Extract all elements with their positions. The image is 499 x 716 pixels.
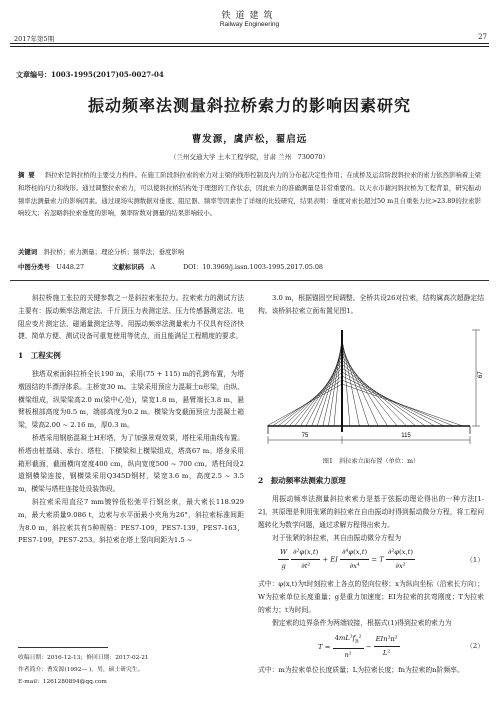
right-column bbox=[258, 292, 484, 676]
left-column bbox=[18, 292, 244, 547]
abstract-label: 摘要 bbox=[18, 171, 39, 179]
issue-label: 2017年第5期 bbox=[14, 35, 55, 43]
author-list: 曹发源，虞庐松，翟启远 bbox=[191, 134, 308, 145]
affiliation: （兰州交通大学 土木工程学院，甘肃 兰州 730070） bbox=[170, 153, 329, 161]
stay-cable bbox=[317, 348, 342, 426]
body-paragraph: 3.0 m，根据锚固空间调整。全桥共设26对拉索，结构属高次超静定结构。该桥斜拉索立面布置见图1。 bbox=[258, 294, 484, 315]
classification-row bbox=[18, 262, 323, 271]
section-heading-2: 2 振动频率法测索力原理 bbox=[258, 476, 346, 486]
footnote bbox=[18, 652, 149, 688]
equation-number: （1） bbox=[466, 556, 484, 565]
height-label: 67 bbox=[478, 370, 484, 378]
stay-cable bbox=[300, 360, 342, 426]
running-header bbox=[0, 0, 499, 46]
stay-cable bbox=[342, 336, 350, 426]
footnote-received: 收稿日期：2016-12-13；修回日期：2017-02-21 bbox=[18, 655, 149, 661]
stay-cable bbox=[342, 356, 397, 426]
footnote-author: 作者简介：曹发源(1992— )，男，硕士研究生。 bbox=[18, 667, 144, 673]
figure-cable-layout bbox=[258, 322, 484, 454]
stay-cable bbox=[342, 380, 453, 426]
page-number: 27 bbox=[478, 33, 487, 41]
keywords-text: 斜拉桥；索力测量；理论分析；频率法；垂度影响 bbox=[43, 248, 185, 256]
equation-1: $\frac{W}{g}$ $\frac{\text{∂²φ(x,t)}}{\text{∂t²}}$ + EI $\frac{\text{∂⁴φ(x,t)}}{\text{∂x⁴}}$ = T $\frac{\text{∂²φ(x,t)}}{\text{∂x²}}$ （1） bbox=[280, 548, 484, 571]
abstract-separator bbox=[10, 280, 489, 281]
section-heading-1: 1 工程实例 bbox=[18, 351, 61, 361]
body-paragraph: 对于张紧的斜拉索，其自由振动微分方程为 bbox=[272, 533, 402, 542]
stay-cable bbox=[342, 348, 378, 426]
body-paragraph: 独塔双索面斜拉桥全长190 m，采用(75 + 115) m的孔跨布置，为塔墩固结的半漂浮体系。主桥宽30 m。主梁采用预应力混凝土π形梁，由纵、横梁组成，纵梁梁高2.0 m(梁中心处)，梁宽1.8 m，悬臂端长3.8 m，悬臂板根部高度为0.5 m，端部高度为0.2 m。横梁为变截面预应力混凝土箱梁，梁高2.00 ~ 2.16 m，厚0.3 m。 bbox=[18, 369, 244, 430]
doc-code-value: A bbox=[150, 263, 156, 271]
article-id: 文章编号：1003-1995(2017)05-0027-04 bbox=[16, 70, 164, 79]
stay-cable bbox=[342, 360, 406, 426]
doc-code-label: 文献标识码 bbox=[112, 263, 145, 271]
journal-title-en: Railway Engineering bbox=[219, 21, 280, 28]
clc-value: U448.27 bbox=[56, 263, 85, 271]
body-paragraph: 假定索的边界条件为两端铰接，根据式(1)得到拉索的索力为 bbox=[272, 618, 452, 627]
clc-label: 中图分类号 bbox=[18, 263, 50, 271]
equation-2: T = $\frac{4mL^2f_n^2}{\text{n²}}$ − $\frac{\text{EIn²π²}}{\text{L²}}$ （2） bbox=[318, 633, 484, 659]
abstract bbox=[18, 169, 481, 220]
abstract-text: 斜拉索是斜拉桥的主要受力构件。在施工阶段斜拉索的索力对主梁的线形控制及内力的分布起决定性作用；在成桥及运营阶段斜拉索的索力依然影响着主梁和塔柱的内力和线形。通过调整拉索索力，可以使斜拉桥结构处于理想的工作状态，因此索力的准确测量是非常重要的。以天水市藉河斜拉桥为工程背景，研究振动频率法测量索力的影响因素。通过现场实测数据对垂度、阻尼器、频率等因素作了详细的比较研究，结果表明：垂度对索长超过50 m且自重张力比>23.89的拉索影响较大；若忽略斜拉索垂度的影响，频率阶数对测量的结果影响较小。 bbox=[18, 171, 482, 218]
keywords bbox=[18, 247, 184, 256]
cable-layout-drawing bbox=[258, 322, 484, 454]
body-paragraph: 式中：φ(x,t)为t时刻拉索上各点的竖向位移；x为纵向坐标（沿索长方向）；W为拉索单位长度重量；g是重力加速度；EI为拉索的抗弯刚度；T为拉索的索力；t为时间。 bbox=[258, 580, 484, 614]
footnote-email: E-mail：1261280894@qq.com bbox=[18, 679, 107, 685]
doi: DOI：10.3969/j.issn.1003-1995.2017.05.08 bbox=[183, 263, 323, 271]
intro-paragraph: 斜拉桥施工张拉的关键参数之一是斜拉索张拉力。拉索索力的测试方法主要有：振动频率法测定法、千斤顶压力表测定法、压力传感器测定法、电阻应变片测定法、磁通量测定法等。用振动频率法测量索力不仅具有经济快捷、简单方便、测试设备可重复使用等优点，而且能满足工程精度的要求。 bbox=[18, 294, 244, 341]
stay-cable bbox=[272, 380, 342, 426]
stay-cable bbox=[342, 384, 463, 426]
equation-number: （2） bbox=[466, 641, 484, 650]
stay-cable bbox=[289, 368, 342, 426]
figure-caption: 图1 斜拉索立面布置（单位：m） bbox=[322, 457, 420, 465]
body-paragraph: 桥塔采用钢筋混凝土H形塔，为了加强景观效果，塔柱采用曲线布置。桥塔由桩基础、承台、塔柱、下横梁和上横梁组成，塔高67 m。塔身采用箱形截面，截面横向宽度400 cm，纵向宽度500 ~ 700 cm。塔柱间设2道钢横梁连接，钢横梁采用Q345D钢材，梁宽3.6 m，高度2.5 ~ 3.5 m，横梁与塔柱连接处设装饰段。 bbox=[18, 433, 244, 494]
keywords-label: 关键词 bbox=[18, 248, 38, 256]
journal-title-cn: 铁道建筑 bbox=[221, 11, 278, 21]
body-paragraph: 用振动频率法测量斜拉索索力是基于弦振动理论得出的一种方法[1-2]，其原理是利用张紧的斜拉索在自由振动时得到振动微分方程，将工程问题转化为数学问题，通过求解方程得出索力。 bbox=[258, 495, 484, 529]
stay-cable bbox=[306, 356, 342, 426]
header-rule bbox=[10, 43, 489, 44]
dim-label: 75 bbox=[301, 432, 309, 439]
body-paragraph: 式中：m为拉索单位长度质量；L为拉索长度；fn为拉索的n阶频率。 bbox=[258, 665, 464, 674]
header-rule-thin bbox=[10, 46, 489, 47]
body-paragraph: 斜拉索采用直径7 mm镀锌低松弛平行钢丝束，最大索长118.929 m，最大索质量9.086 t，边索与水平面最小夹角为26°，斜拉索标准间距为8.0 m，斜拉索共有5种规格：PES7-109，PES7-139，PES7-163，PES7-199，PES7-253。斜拉索在塔上竖向间距为1.5 ~ bbox=[18, 497, 244, 545]
dim-label: 115 bbox=[401, 432, 411, 439]
footnote-rule bbox=[18, 647, 108, 648]
paper-title: 振动频率法测量斜拉桥索力的影响因素研究 bbox=[87, 96, 411, 115]
